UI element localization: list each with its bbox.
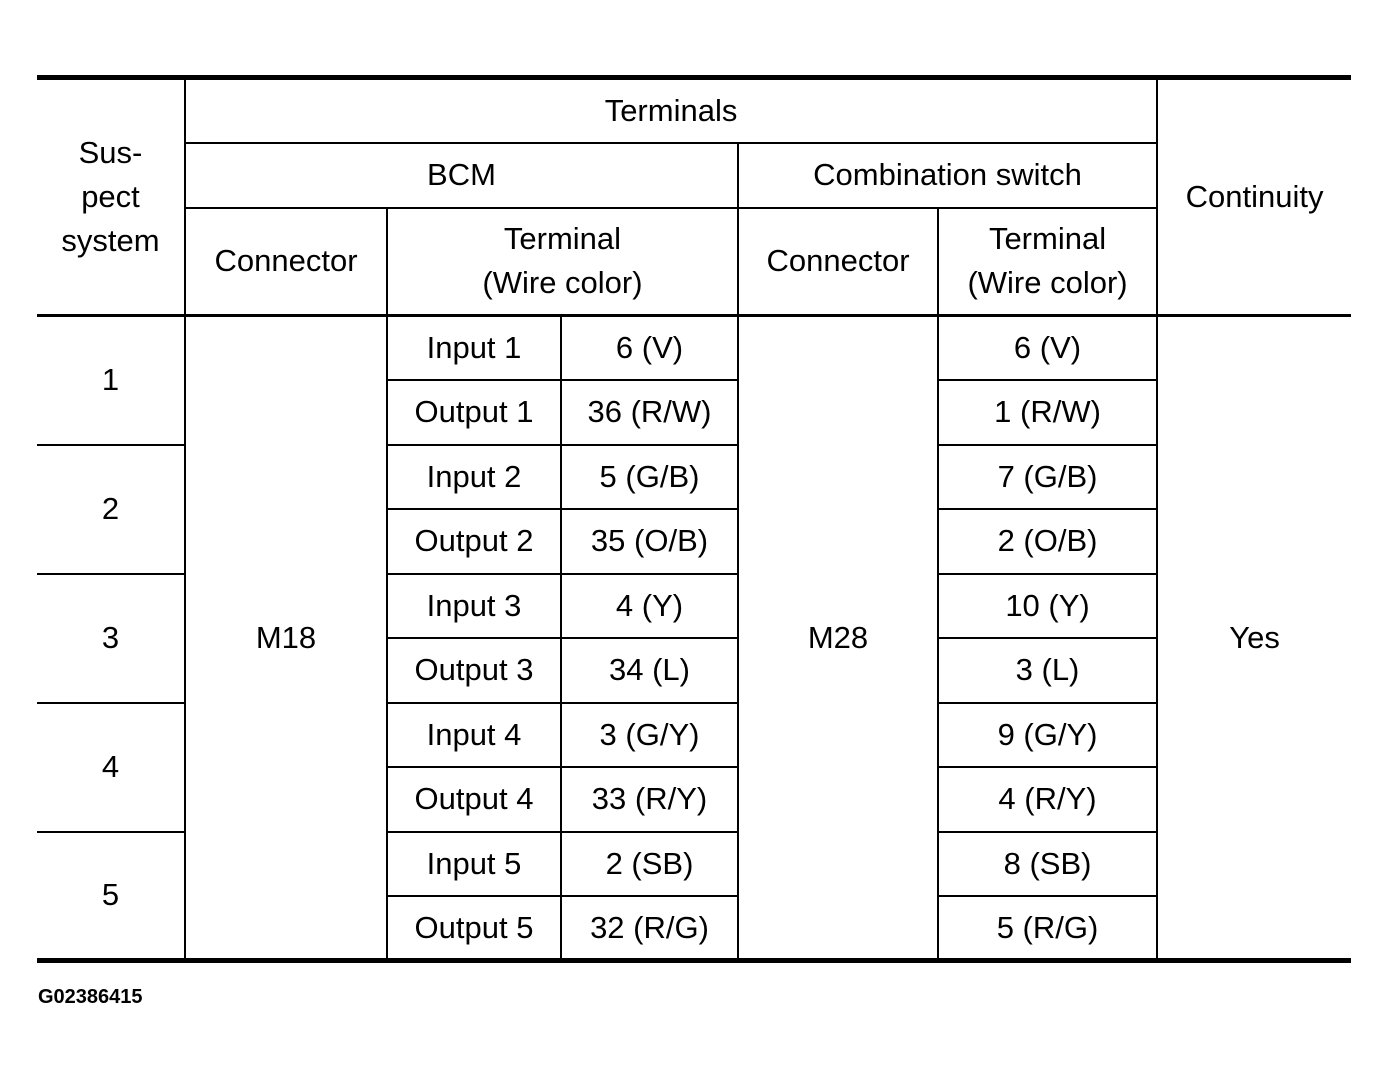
continuity-table: [37, 75, 1351, 963]
header-continuity-label: Continuity: [1185, 179, 1324, 214]
signal-cell: [387, 832, 561, 897]
bcm-terminal-value: 4 (Y): [615, 587, 684, 623]
cs-terminal-cell: [938, 574, 1157, 639]
bcm-terminal-cell: [561, 316, 738, 381]
continuity-cell: [1157, 316, 1351, 961]
signal-cell: [387, 380, 561, 445]
bcm-terminal-cell: [561, 638, 738, 703]
bcm-connector-cell: [185, 316, 387, 961]
signal-label: Input 5: [426, 845, 522, 881]
cs-terminal-value: 9 (G/Y): [997, 716, 1098, 752]
signal-cell: [387, 767, 561, 832]
cs-terminal-cell: [938, 832, 1157, 897]
header-bcm-label: BCM: [427, 157, 496, 192]
cs-terminal-cell: [938, 509, 1157, 574]
header-suspect-system-label: Sus- pect system: [61, 135, 160, 258]
signal-label: Output 1: [414, 394, 534, 430]
header-bcm-connector-label: Connector: [214, 243, 358, 279]
bcm-terminal-value: 2 (SB): [605, 845, 694, 881]
cs-terminal-value: 10 (Y): [1005, 587, 1090, 623]
suspect-system-number: 3: [101, 620, 120, 655]
signal-cell: [387, 703, 561, 768]
signal-label: Input 2: [426, 458, 522, 494]
bcm-terminal-cell: [561, 832, 738, 897]
header-cs-connector: [738, 208, 938, 316]
signal-label: Output 5: [414, 909, 534, 945]
header-cs-terminal: [938, 208, 1157, 316]
signal-cell: [387, 896, 561, 961]
bcm-terminal-value: 6 (V): [615, 330, 684, 365]
cs-terminal-value: 2 (O/B): [997, 523, 1098, 559]
bcm-terminal-cell: [561, 509, 738, 574]
cs-terminal-cell: [938, 638, 1157, 703]
bcm-terminal-value: 33 (R/Y): [591, 781, 708, 817]
signal-label: Output 4: [414, 781, 534, 817]
header-terminals: [185, 78, 1157, 143]
cs-terminal-cell: [938, 380, 1157, 445]
signal-label: Output 2: [414, 523, 534, 559]
continuity-value: Yes: [1229, 619, 1280, 655]
signal-cell: [387, 316, 561, 381]
bcm-terminal-value: 3 (G/Y): [599, 716, 700, 752]
header-bcm-connector: [185, 208, 387, 316]
header-combination-switch: [738, 143, 1157, 208]
suspect-system-number: 2: [101, 491, 120, 526]
suspect-system-cell: [37, 574, 185, 703]
header-suspect-system: [37, 78, 185, 316]
suspect-system-cell: [37, 703, 185, 832]
cs-terminal-cell: [938, 767, 1157, 832]
cs-terminal-value: 6 (V): [1013, 330, 1082, 365]
signal-label: Input 4: [426, 716, 522, 752]
bcm-terminal-value: 36 (R/W): [587, 394, 712, 430]
header-terminals-label: Terminals: [604, 92, 738, 128]
bcm-terminal-value: 5 (G/B): [599, 458, 700, 494]
suspect-system-number: 1: [101, 362, 120, 398]
bcm-connector-value: M18: [255, 619, 317, 655]
header-cs-terminal-label: Terminal (Wire color): [967, 221, 1128, 301]
cs-terminal-value: 8 (SB): [1003, 845, 1092, 881]
cs-terminal-cell: [938, 316, 1157, 381]
suspect-system-cell: [37, 445, 185, 574]
signal-cell: [387, 445, 561, 510]
cs-terminal-value: 4 (R/Y): [998, 781, 1097, 817]
suspect-system-number: 4: [101, 749, 120, 784]
bcm-terminal-cell: [561, 574, 738, 639]
signal-label: Output 3: [414, 652, 534, 688]
bcm-terminal-value: 35 (O/B): [590, 523, 709, 559]
suspect-system-number: 5: [101, 877, 120, 913]
cs-terminal-cell: [938, 896, 1157, 961]
cs-terminal-cell: [938, 445, 1157, 510]
cs-terminal-value: 5 (R/G): [996, 909, 1099, 945]
bcm-terminal-value: 32 (R/G): [590, 909, 709, 945]
figure-id: G02386415: [38, 986, 143, 1008]
cs-terminal-value: 7 (G/B): [997, 458, 1098, 494]
header-cs-connector-label: Connector: [766, 243, 910, 279]
bcm-terminal-cell: [561, 896, 738, 961]
signal-label: Input 1: [426, 330, 522, 365]
signal-cell: [387, 638, 561, 703]
continuity-table-container: [37, 75, 1351, 963]
suspect-system-cell: [37, 316, 185, 445]
bcm-terminal-cell: [561, 445, 738, 510]
signal-label: Input 3: [426, 587, 522, 623]
bcm-terminal-cell: [561, 380, 738, 445]
signal-cell: [387, 574, 561, 639]
cs-connector-value: M28: [807, 619, 869, 655]
cs-connector-cell: [738, 316, 938, 961]
cs-terminal-value: 3 (L): [1015, 652, 1080, 688]
header-combination-switch-label: Combination switch: [813, 157, 1082, 192]
bcm-terminal-cell: [561, 703, 738, 768]
header-bcm: [185, 143, 738, 208]
header-bcm-terminal: [387, 208, 738, 316]
suspect-system-cell: [37, 832, 185, 961]
signal-cell: [387, 509, 561, 574]
cs-terminal-value: 1 (R/W): [994, 394, 1101, 430]
bcm-terminal-value: 34 (L): [609, 652, 690, 688]
cs-terminal-cell: [938, 703, 1157, 768]
bcm-terminal-cell: [561, 767, 738, 832]
header-continuity: [1157, 78, 1351, 316]
header-bcm-terminal-label: Terminal (Wire color): [482, 221, 643, 301]
